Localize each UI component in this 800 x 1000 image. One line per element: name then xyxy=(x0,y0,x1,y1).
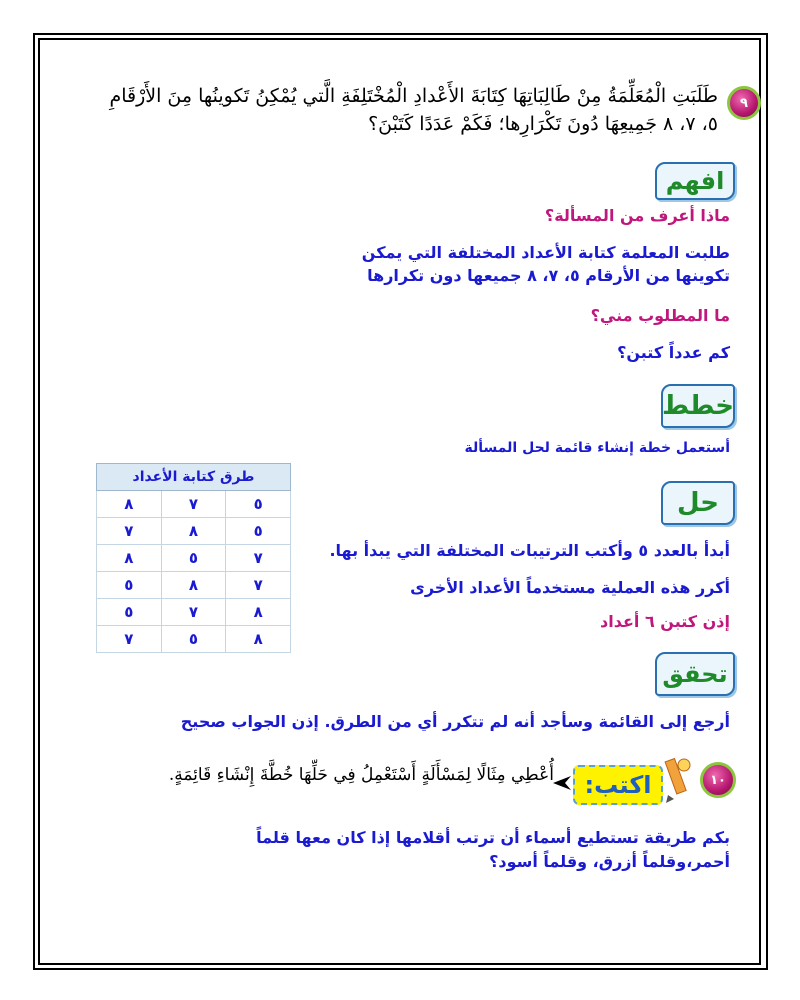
table-cell: ٨ xyxy=(226,599,291,626)
check-label: تحقق xyxy=(655,652,735,696)
table-row xyxy=(97,572,291,599)
table-cell: ٧ xyxy=(161,491,226,518)
table-cell: ٨ xyxy=(226,626,291,653)
table-row xyxy=(97,491,291,518)
table-cell: ٥ xyxy=(97,572,162,599)
question-10-answer-line-1: بكم طريقة تستطيع أسماء أن ترتب أقلامها إذا كان معها قلماً xyxy=(256,828,730,847)
table-cell: ٨ xyxy=(97,545,162,572)
plan-text: أستعمل خطة إنشاء قائمة لحل المسألة xyxy=(464,440,730,456)
table-cell: ٥ xyxy=(226,491,291,518)
plan-label: خطط xyxy=(661,384,735,428)
understand-answer-1-line-2: تكوينها من الأرقام ٥، ٧، ٨ جميعها دون تكرارها xyxy=(367,266,730,285)
ways-table-title: طرق كتابة الأعداد xyxy=(97,464,291,491)
table-cell: ٧ xyxy=(97,518,162,545)
table-cell: ٨ xyxy=(161,572,226,599)
pencil-icon xyxy=(660,755,696,805)
table-cell: ٧ xyxy=(97,626,162,653)
question-9-badge xyxy=(727,86,761,120)
table-cell: ٨ xyxy=(161,518,226,545)
question-10-badge xyxy=(700,762,736,798)
question-9-line-2: ٥، ٧، ٨ جَمِيعِهَا دُونَ تَكْرَارِها؛ فَكَمْ عَدَدًا كَتَبْنَ؟ xyxy=(368,113,718,135)
question-10-answer-line-2: أحمر،وقلماً أزرق، وقلماً أسود؟ xyxy=(489,852,730,871)
understand-label: افهم xyxy=(655,162,735,200)
table-row xyxy=(97,599,291,626)
table-cell: ٥ xyxy=(161,626,226,653)
table-cell: ٥ xyxy=(226,518,291,545)
question-10-number: ١٠ xyxy=(710,772,726,788)
understand-question-1: ماذا أعرف من المسألة؟ xyxy=(544,206,730,225)
solve-line-1: أبدأ بالعدد ٥ وأكتب الترتيبات المختلفة التي يبدأ بها. xyxy=(329,541,730,560)
table-cell: ٧ xyxy=(161,599,226,626)
table-row xyxy=(97,626,291,653)
question-10-prompt: أُعْطِي مِثَالًا لِمَسْأَلَةٍ أَسْتَعْمِلُ فِي حَلِّهَا خُطَّةَ إِنْشَاءِ قَائِمَةٍ. xyxy=(168,765,554,785)
solve-label: حل xyxy=(661,481,735,525)
question-9-line-1: طَلَبَتِ الْمُعَلِّمَةُ مِنْ طَالِبَاتِهَا كِتَابَةَ الأَعْدادِ الْمُخْتَلِفَةِ الَّتي يُمْكِنُ تَكوينُها مِنَ الأَرْقَامِ xyxy=(109,85,718,107)
table-cell: ٥ xyxy=(161,545,226,572)
understand-answer-1-line-1: طلبت المعلمة كتابة الأعداد المختلفة التي يمكن xyxy=(361,243,730,262)
table-cell: ٧ xyxy=(226,572,291,599)
table-cell: ٨ xyxy=(97,491,162,518)
solve-line-3: إذن كتبن ٦ أعداد xyxy=(600,612,730,631)
table-cell: ٧ xyxy=(226,545,291,572)
table-cell: ٥ xyxy=(97,599,162,626)
understand-question-2: ما المطلوب مني؟ xyxy=(590,306,730,325)
question-9-text xyxy=(38,82,718,138)
solve-line-2: أكرر هذه العملية مستخدماً الأعداد الأخرى xyxy=(410,578,730,597)
question-9-number: ٩ xyxy=(740,95,748,111)
understand-answer-2: كم عدداً كتبن؟ xyxy=(617,343,730,362)
table-row xyxy=(97,518,291,545)
check-text: أرجع إلى القائمة وسأجد أنه لم تتكرر أي من الطرق. إذن الجواب صحيح xyxy=(180,712,730,731)
write-label: اكتب: xyxy=(573,765,663,805)
ways-table xyxy=(96,463,291,653)
table-row xyxy=(97,545,291,572)
arrow-left-icon xyxy=(553,776,571,790)
